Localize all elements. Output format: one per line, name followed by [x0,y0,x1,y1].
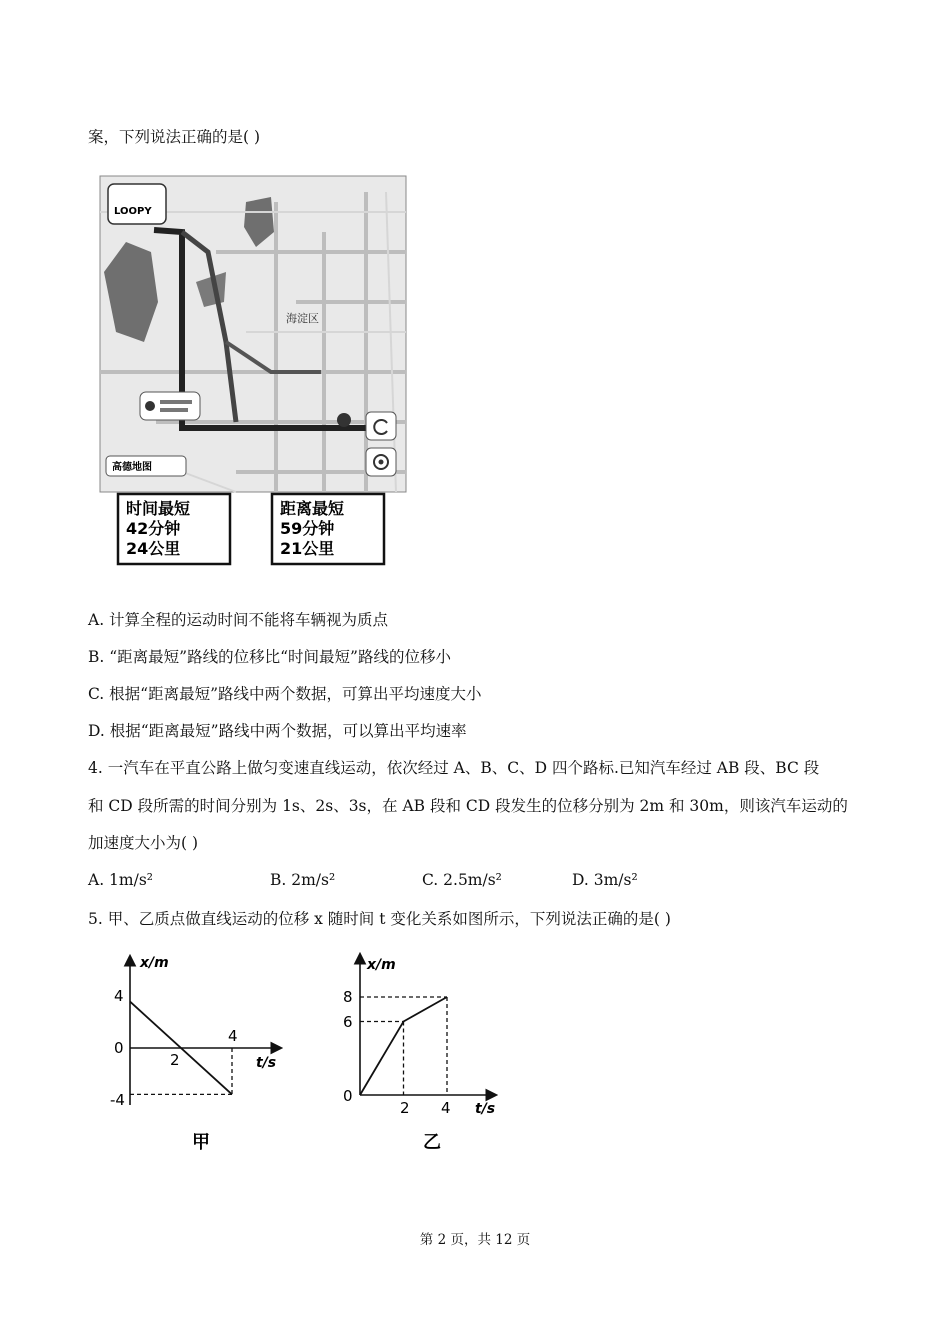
x-axis-label: t/s [475,1101,496,1117]
q4-option-d: D. 3m/s² [572,871,638,889]
y-axis-label: x/m [367,957,396,973]
y-tick-0: 0 [343,1087,353,1105]
y-tick-6: 6 [343,1013,353,1031]
x-tick-4: 4 [228,1027,238,1045]
y-axis-label: x/m [140,955,169,971]
y-tick-4: 4 [114,987,124,1005]
y-tick-8: 8 [343,988,353,1006]
x-axis-label: t/s [256,1055,277,1071]
x-tick-2: 2 [170,1051,180,1069]
graph-title: 乙 [423,1132,441,1153]
destination-marker [337,413,351,427]
intro-text: 案，下列说法正确的是( ) [88,128,261,146]
shortest-time: 59分钟 [280,519,335,538]
fastest-title: 时间最短 [126,499,191,518]
start-marker [108,184,166,224]
fastest-distance: 24公里 [126,539,181,558]
page-footer: 第 2 页，共 12 页 [419,1232,531,1248]
refresh-button[interactable] [366,412,396,440]
q3-option-b: B. “距离最短”路线的位移比“时间最短”路线的位移小 [88,648,451,666]
q4-text-line1: 4. 一汽车在平直公路上做匀变速直线运动，依次经过 A、B、C、D 四个路标.已知汽车经过 AB 段、BC 段 [88,759,820,777]
shortest-title: 距离最短 [280,499,345,518]
shortest-distance: 21公里 [280,539,335,558]
start-label: LOOPY [114,206,152,217]
q4-option-a: A. 1m/s² [88,871,153,889]
y-tick-neg4: -4 [110,1091,125,1109]
graph-title: 甲 [192,1132,210,1153]
q4-option-b: B. 2m/s² [270,871,336,889]
legend-label: 高德地图 [112,462,152,473]
q4-option-c: C. 2.5m/s² [422,871,502,889]
q3-option-c: C. 根据“距离最短”路线中两个数据，可算出平均速度大小 [88,685,482,703]
fastest-time: 42分钟 [126,519,181,538]
district-label: 海淀区 [286,312,319,325]
x-tick-2: 2 [400,1099,410,1117]
q4-text-line3: 加速度大小为( ) [88,834,199,852]
guide-lines [360,997,447,1095]
q3-option-d: D. 根据“距离最短”路线中两个数据，可以算出平均速率 [88,722,467,740]
route-map-figure [96,172,410,568]
q5-text: 5. 甲、乙质点做直线运动的位移 x 随时间 t 变化关系如图所示，下列说法正确的是( ) [88,910,671,928]
graph-yi [335,945,505,1160]
x-tick-4: 4 [441,1099,451,1117]
q4-text-line2: 和 CD 段所需的时间分别为 1s、2s、3s，在 AB 段和 CD 段发生的位移分别为 2m 和 30m，则该汽车运动的 [88,797,848,815]
q3-option-a: A. 计算全程的运动时间不能将车辆视为质点 [88,611,389,629]
graph-jia [110,945,290,1160]
y-tick-0: 0 [114,1039,124,1057]
